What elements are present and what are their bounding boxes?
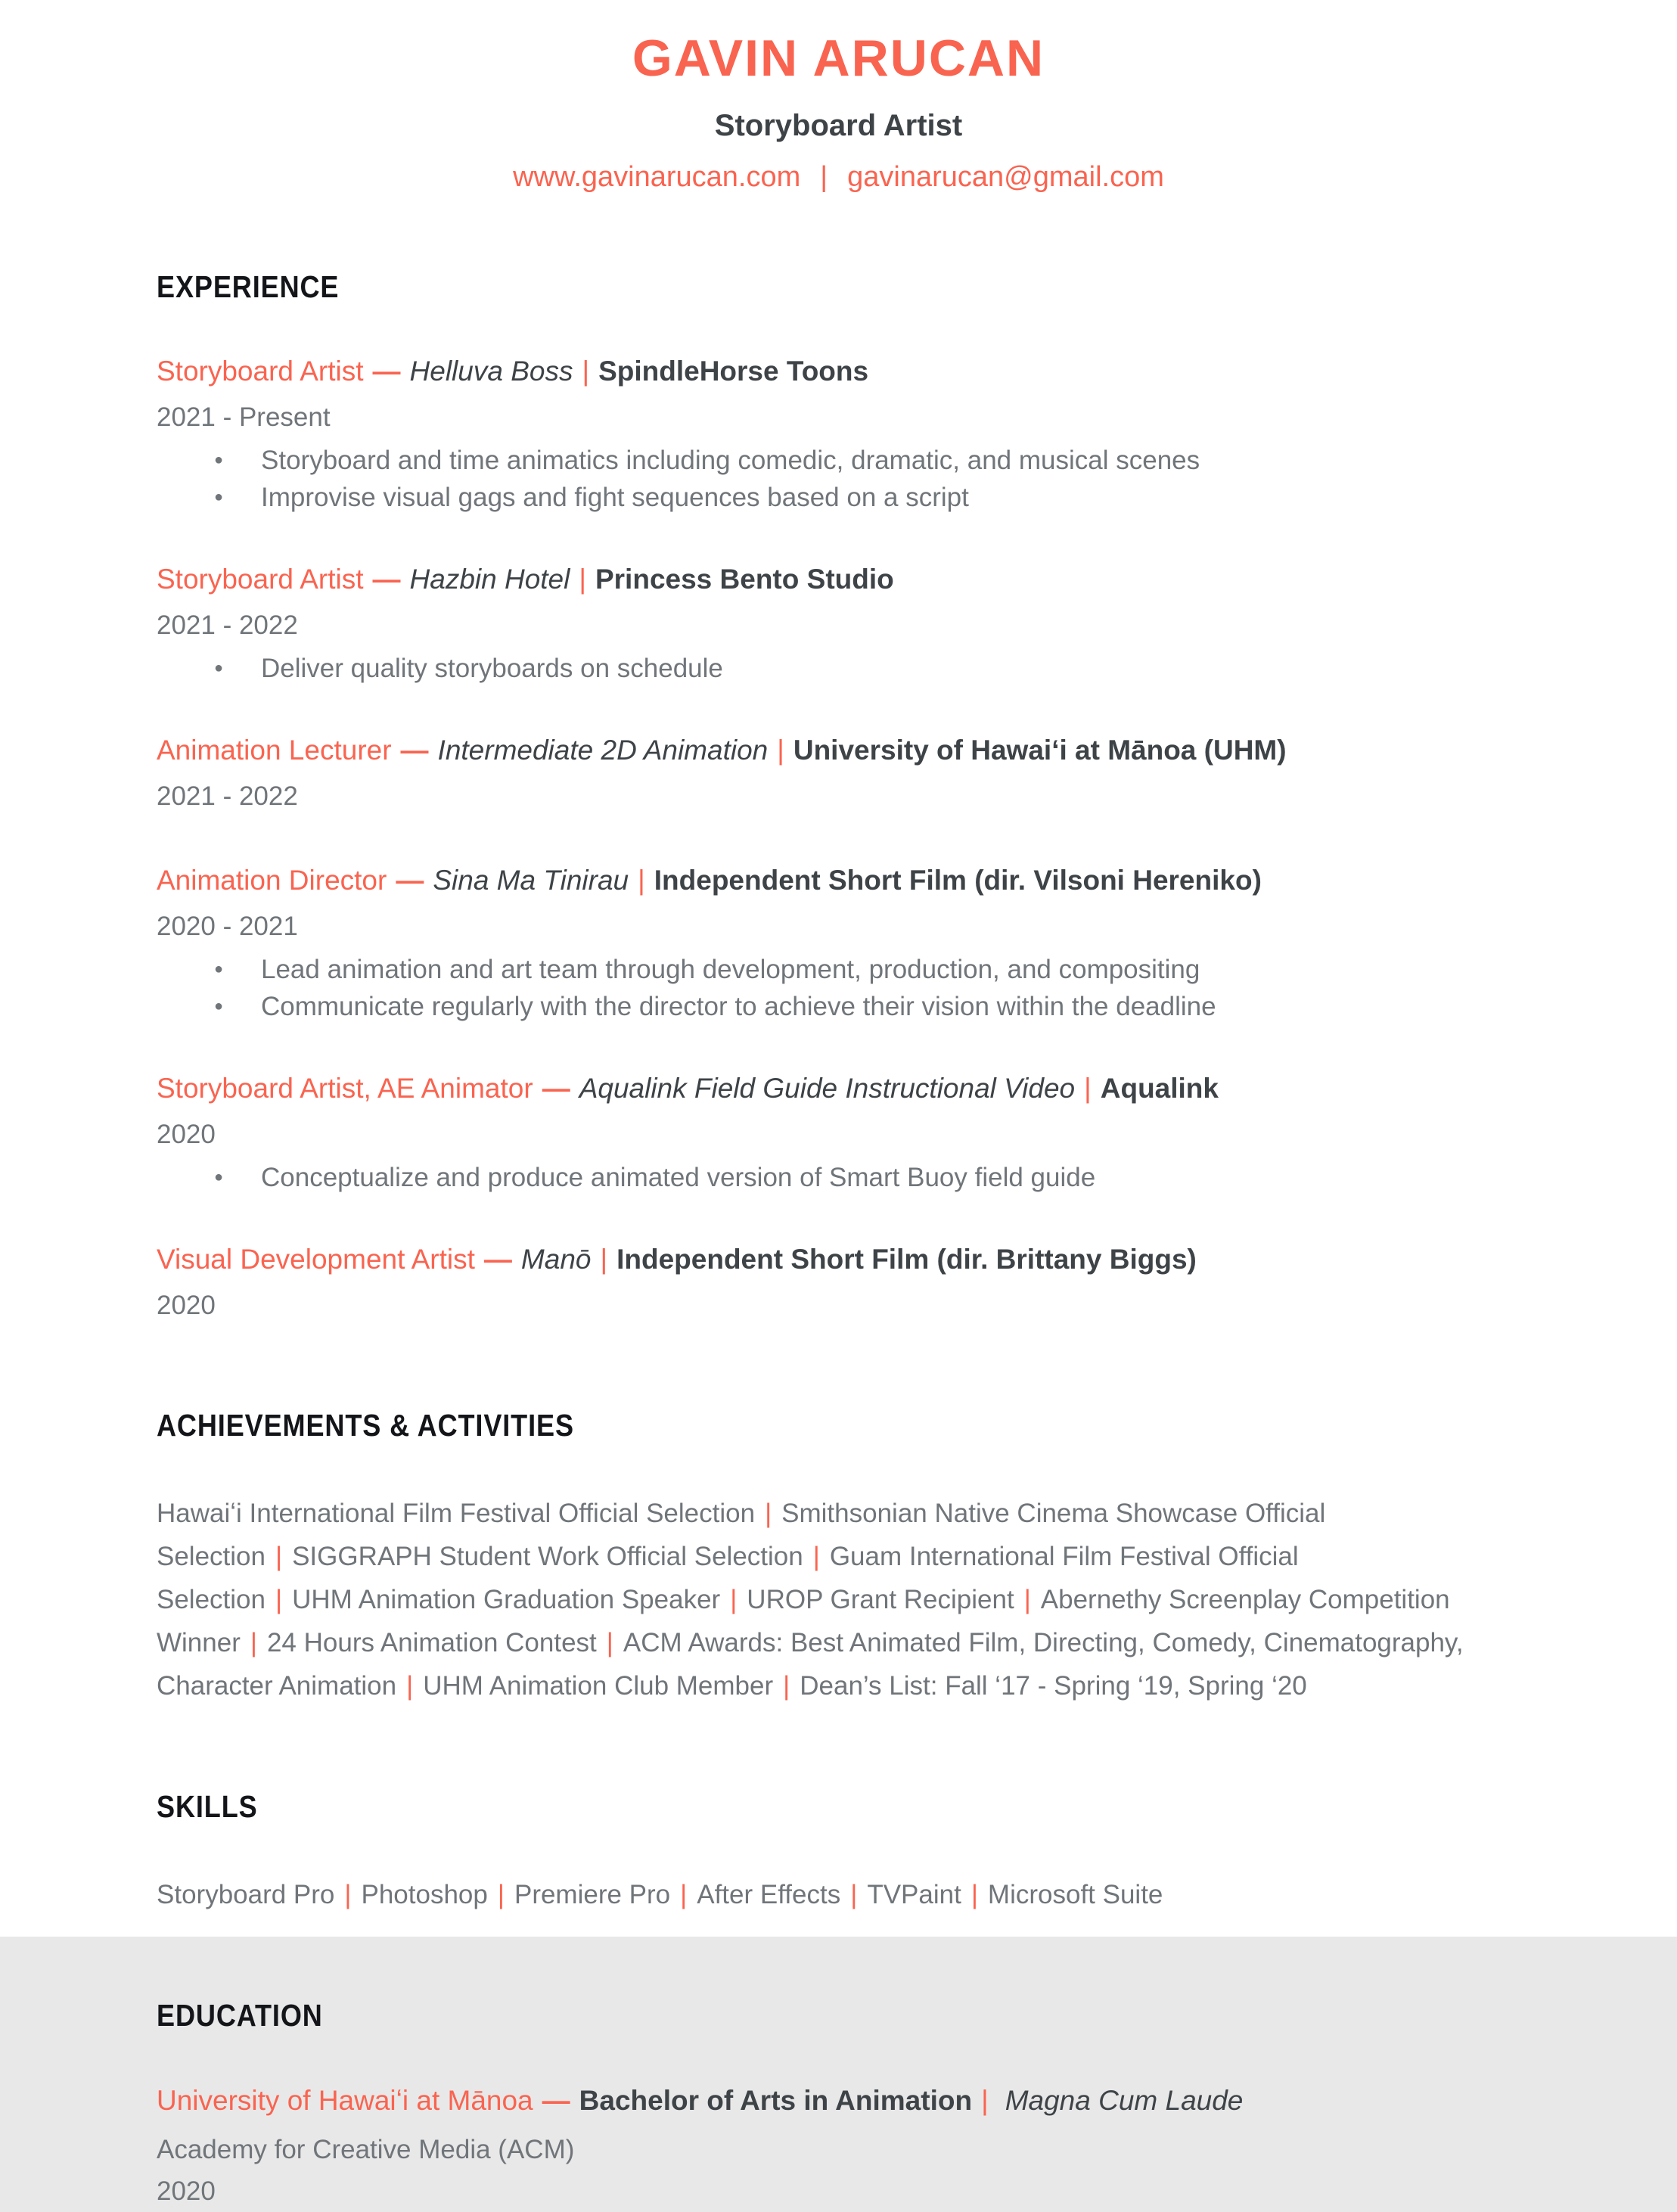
pipe-separator: | <box>275 1542 283 1571</box>
job-project: Intermediate 2D Animation <box>437 735 769 766</box>
list-text: TVPaint <box>867 1880 961 1909</box>
job-bullet-list <box>157 1159 1488 1196</box>
list-text: UHM Animation Graduation Speaker <box>292 1585 721 1614</box>
education-honors: Magna Cum Laude <box>1005 2085 1244 2116</box>
education-year: 2020 <box>157 2176 216 2206</box>
bullet-text: Conceptualize and produce animated version of Smart Buoy field guide <box>261 1163 1096 1192</box>
pipe-separator: | <box>582 356 590 387</box>
job-dates: 2021 - Present <box>157 402 331 432</box>
job-title-line <box>157 1070 1488 1107</box>
experience-section <box>157 268 1488 1326</box>
pipe-separator: | <box>783 1671 790 1701</box>
job-bullet-list <box>157 442 1488 516</box>
pipe-separator: | <box>638 865 645 896</box>
list-text: Dean’s List: Fall ‘17 - Spring ‘19, Spring ‘20 <box>800 1671 1307 1701</box>
pipe-separator: | <box>344 1880 352 1909</box>
list-text: UROP Grant Recipient <box>747 1585 1014 1614</box>
job-bullet-list <box>157 951 1488 1025</box>
experience-heading <box>157 268 1488 311</box>
achievements-paragraph <box>157 1492 1488 1707</box>
experience-item <box>157 862 1488 1025</box>
pipe-separator: | <box>497 1880 505 1909</box>
pipe-separator: | <box>579 564 586 595</box>
job-role: Animation Director <box>157 865 387 896</box>
bullet-dot-icon: ● <box>214 961 224 977</box>
job-company: Aqualink <box>1100 1073 1219 1104</box>
job-dates: 2021 - 2022 <box>157 610 298 640</box>
list-text: Microsoft Suite <box>987 1880 1163 1909</box>
experience-item <box>157 732 1488 817</box>
education-degree: Bachelor of Arts in Animation <box>579 2085 973 2116</box>
experience-list <box>157 353 1488 1326</box>
list-text: ACM Awards: Best Animated Film, Directing, Comedy, Cinematography, Character Animation <box>157 1628 1464 1701</box>
pipe-separator: | <box>600 1244 608 1275</box>
bullet-dot-icon: ● <box>214 998 224 1014</box>
list-text: Premiere Pro <box>514 1880 671 1909</box>
em-dash: — <box>396 865 424 896</box>
job-role: Animation Lecturer <box>157 735 392 766</box>
person-title: Storyboard Artist <box>714 109 963 142</box>
job-project: Manō <box>520 1244 592 1275</box>
job-company: Princess Bento Studio <box>595 564 894 595</box>
em-dash: — <box>483 1244 512 1275</box>
contact-separator: | <box>820 161 828 193</box>
pipe-separator: | <box>275 1585 283 1614</box>
pipe-separator: | <box>680 1880 688 1909</box>
job-company: Independent Short Film (dir. Brittany Biggs) <box>616 1244 1197 1275</box>
bullet-text: Improvise visual gags and fight sequences based on a script <box>261 483 969 512</box>
em-dash: — <box>542 1073 570 1104</box>
job-dates: 2020 <box>157 1120 216 1149</box>
em-dash: — <box>542 2085 570 2116</box>
job-role: Visual Development Artist <box>157 1244 475 1275</box>
em-dash: — <box>372 356 401 387</box>
resume-header <box>0 0 1677 195</box>
bullet-text: Lead animation and art team through development, production, and compositing <box>261 955 1200 984</box>
website-link[interactable]: www.gavinarucan.com <box>513 161 801 193</box>
pipe-separator: | <box>812 1542 820 1571</box>
pipe-separator: | <box>970 1880 978 1909</box>
job-company: Independent Short Film (dir. Vilsoni Hereniko) <box>654 865 1262 896</box>
job-dates: 2020 <box>157 1291 216 1320</box>
pipe-separator: | <box>765 1499 772 1528</box>
job-title-line <box>157 561 1488 598</box>
achievements-section <box>157 1406 1488 1707</box>
list-text: Hawaiʻi International Film Festival Official Selection <box>157 1499 756 1528</box>
education-heading <box>157 1996 1488 2040</box>
person-name: GAVIN ARUCAN <box>632 30 1045 87</box>
achievements-heading <box>157 1406 1488 1449</box>
bullet-item <box>157 951 1488 988</box>
pipe-separator: | <box>850 1880 858 1909</box>
bullet-item <box>157 479 1488 516</box>
job-role: Storyboard Artist, AE Animator <box>157 1073 533 1104</box>
job-project: Aqualink Field Guide Instructional Video <box>579 1073 1076 1104</box>
job-company: University of Hawaiʻi at Mānoa (UHM) <box>793 735 1287 766</box>
job-dates: 2020 - 2021 <box>157 912 298 941</box>
pipe-separator: | <box>1023 1585 1031 1614</box>
bullet-dot-icon: ● <box>214 452 224 468</box>
pipe-separator: | <box>606 1628 613 1657</box>
skills-heading <box>157 1788 1488 1831</box>
pipe-separator: | <box>981 2085 989 2116</box>
job-project: Hazbin Hotel <box>409 564 570 595</box>
job-role: Storyboard Artist <box>157 356 364 387</box>
bullet-dot-icon: ● <box>214 1169 224 1185</box>
list-text: SIGGRAPH Student Work Official Selection <box>292 1542 803 1571</box>
contact-line <box>0 159 1677 195</box>
pipe-separator: | <box>250 1628 257 1657</box>
job-project: Sina Ma Tinirau <box>433 865 629 896</box>
list-text: Photoshop <box>361 1880 488 1909</box>
experience-item <box>157 1070 1488 1196</box>
list-text: UHM Animation Club Member <box>423 1671 774 1701</box>
em-dash: — <box>400 735 429 766</box>
skills-section <box>157 1788 1488 1916</box>
list-text: Guam International Film Festival Official Selection <box>157 1542 1299 1614</box>
job-role: Storyboard Artist <box>157 564 364 595</box>
job-title-line <box>157 353 1488 390</box>
list-text: Abernethy Screenplay Competition Winner <box>157 1585 1450 1657</box>
pipe-separator: | <box>730 1585 738 1614</box>
job-title-line <box>157 1241 1488 1278</box>
experience-item <box>157 1241 1488 1326</box>
job-company: SpindleHorse Toons <box>598 356 869 387</box>
education-heading-text: EDUCATION <box>157 1998 323 2033</box>
list-text: 24 Hours Animation Contest <box>266 1628 597 1657</box>
job-title-line <box>157 732 1488 769</box>
bullet-item <box>157 650 1488 687</box>
bullet-item <box>157 1159 1488 1196</box>
experience-item <box>157 353 1488 516</box>
bullet-item <box>157 988 1488 1025</box>
resume-body <box>0 268 1677 2212</box>
list-text: Smithsonian Native Cinema Showcase Official Selection <box>157 1499 1326 1571</box>
education-degree-line <box>157 2082 1488 2120</box>
education-program: Academy for Creative Media (ACM) <box>157 2135 575 2164</box>
bullet-dot-icon: ● <box>214 660 224 676</box>
bullet-text: Storyboard and time animatics including comedic, dramatic, and musical scenes <box>261 446 1200 475</box>
em-dash: — <box>372 564 401 595</box>
education-section <box>157 1996 1488 2212</box>
bullet-dot-icon: ● <box>214 489 224 505</box>
job-dates: 2021 - 2022 <box>157 781 298 811</box>
job-bullet-list <box>157 650 1488 687</box>
bullet-text: Deliver quality storyboards on schedule <box>261 654 723 683</box>
job-project: Helluva Boss <box>409 356 573 387</box>
skills-heading-text: SKILLS <box>157 1789 258 1824</box>
pipe-separator: | <box>1084 1073 1092 1104</box>
experience-heading-text: EXPERIENCE <box>157 269 340 304</box>
skills-paragraph <box>157 1873 1488 1916</box>
pipe-separator: | <box>777 735 784 766</box>
list-text: After Effects <box>697 1880 841 1909</box>
pipe-separator: | <box>406 1671 414 1701</box>
education-school: University of Hawaiʻi at Mānoa <box>157 2085 533 2116</box>
list-text: Storyboard Pro <box>157 1880 335 1909</box>
achievements-heading-text: ACHIEVEMENTS & ACTIVITIES <box>157 1408 574 1443</box>
job-title-line <box>157 862 1488 899</box>
experience-item <box>157 561 1488 687</box>
email-link[interactable]: gavinarucan@gmail.com <box>847 161 1164 193</box>
bullet-text: Communicate regularly with the director to achieve their vision within the deadline <box>261 992 1216 1021</box>
bullet-item <box>157 442 1488 479</box>
